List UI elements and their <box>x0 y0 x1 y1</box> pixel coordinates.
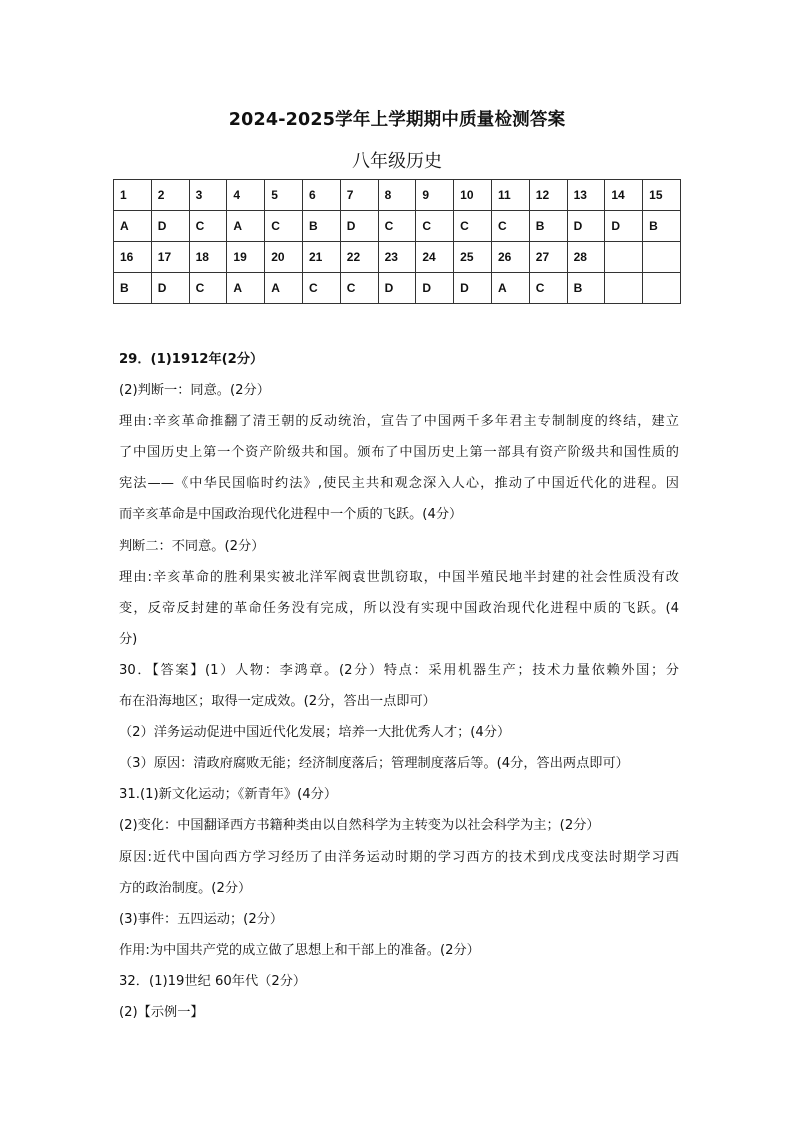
table-cell: D <box>151 211 189 242</box>
table-cell: 27 <box>529 242 567 273</box>
table-cell: D <box>378 273 416 304</box>
page-subtitle: 八年级历史 <box>352 151 442 172</box>
table-cell: 3 <box>189 180 227 211</box>
text-line: 理由:辛亥革命推翻了清王朝的反动统治，宣告了中国两千多年君主专制制度的终结，建立 <box>119 414 679 430</box>
text-line: 了中国历史上第一个资产阶级共和国。颁布了中国历史上第一部具有资产阶级共和国性质的 <box>119 445 679 461</box>
table-cell: 12 <box>529 180 567 211</box>
text-line: (2)判断一：同意。(2分） <box>119 383 270 399</box>
table-cell: 2 <box>151 180 189 211</box>
table-cell: 16 <box>114 242 152 273</box>
table-cell: 13 <box>567 180 605 211</box>
table-cell: 9 <box>416 180 454 211</box>
table-cell: A <box>265 273 303 304</box>
table-row-answers <box>114 211 681 242</box>
text-line: 理由:辛亥革命的胜利果实被北洋军阀袁世凯窃取，中国半殖民地半封建的社会性质没有改 <box>119 569 679 585</box>
text-line: 变，反帝反封建的革命任务没有完成，所以没有实现中国政治现代化进程中质的飞跃。(4 <box>119 600 679 616</box>
table-cell: C <box>189 273 227 304</box>
table-cell: D <box>605 211 643 242</box>
text-line: 分) <box>119 631 138 647</box>
text-line: 30．【答案】(1）人物：李鸿章。(2分）特点：采用机器生产；技术力量依赖外国；分 <box>119 662 679 678</box>
text-line: 29．(1)1912年(2分） <box>119 352 264 367</box>
table-cell: 5 <box>265 180 303 211</box>
table-row-question-numbers <box>114 180 681 211</box>
table-cell: 7 <box>340 180 378 211</box>
text-line: (2)变化：中国翻译西方书籍种类由以自然科学为主转变为以社会科学为主；(2分） <box>119 818 600 834</box>
table-cell: 14 <box>605 180 643 211</box>
table-cell: 1 <box>114 180 152 211</box>
table-cell: 15 <box>643 180 681 211</box>
table-cell: A <box>491 273 529 304</box>
table-cell: C <box>454 211 492 242</box>
table-cell <box>605 242 643 273</box>
table-cell: C <box>416 211 454 242</box>
text-line: （3）原因：清政府腐败无能；经济制度落后；管理制度落后等。(4分，答出两点即可） <box>119 756 629 772</box>
table-cell: 28 <box>567 242 605 273</box>
table-cell: D <box>416 273 454 304</box>
text-line: 而辛亥革命是中国政治现代化进程中一个质的飞跃。(4分） <box>119 507 463 523</box>
table-cell: C <box>529 273 567 304</box>
table-cell: 19 <box>227 242 265 273</box>
table-cell: 24 <box>416 242 454 273</box>
table-cell: 18 <box>189 242 227 273</box>
table-cell: 8 <box>378 180 416 211</box>
table-cell: 22 <box>340 242 378 273</box>
table-cell: C <box>265 211 303 242</box>
table-cell: 25 <box>454 242 492 273</box>
table-cell: B <box>529 211 567 242</box>
table-cell: D <box>151 273 189 304</box>
table-cell: C <box>340 273 378 304</box>
table-cell: A <box>227 211 265 242</box>
text-line: 方的政治制度。(2分） <box>119 880 252 896</box>
table-cell: 21 <box>302 242 340 273</box>
text-line: 32．(1)19世纪 60年代（2分） <box>119 973 307 989</box>
text-line: (3)事件：五四运动；(2分） <box>119 911 284 927</box>
text-line: 判断二：不同意。(2分） <box>119 538 265 554</box>
table-cell <box>605 273 643 304</box>
table-cell: B <box>302 211 340 242</box>
answer-explanations <box>119 344 679 1028</box>
table-cell: 4 <box>227 180 265 211</box>
text-line: (2)【示例一】 <box>119 1004 204 1020</box>
table-cell: C <box>491 211 529 242</box>
table-cell: 23 <box>378 242 416 273</box>
table-cell: B <box>643 211 681 242</box>
text-line: 原因:近代中国向西方学习经历了由洋务运动时期的学习西方的技术到戊戌变法时期学习西 <box>119 849 679 865</box>
answer-table <box>113 179 681 304</box>
table-cell: 20 <box>265 242 303 273</box>
table-cell: B <box>567 273 605 304</box>
table-cell: 11 <box>491 180 529 211</box>
table-cell <box>643 242 681 273</box>
table-cell: 26 <box>491 242 529 273</box>
table-cell: 17 <box>151 242 189 273</box>
page-title: 2024-2025学年上学期期中质量检测答案 <box>228 110 566 130</box>
text-line: 宪法——《中华民国临时约法》,使民主共和观念深入人心，推动了中国近代化的进程。因 <box>119 476 679 492</box>
text-line: 31.(1)新文化运动；《新青年》(4分） <box>119 787 338 803</box>
table-cell: A <box>114 211 152 242</box>
table-row-question-numbers <box>114 242 681 273</box>
table-row-answers <box>114 273 681 304</box>
text-line: 布在沿海地区；取得一定成效。(2分，答出一点即可） <box>119 694 436 710</box>
table-cell: C <box>189 211 227 242</box>
table-cell: 10 <box>454 180 492 211</box>
table-cell: D <box>454 273 492 304</box>
table-cell: D <box>340 211 378 242</box>
text-line: （2）洋务运动促进中国近代化发展；培养一大批优秀人才；(4分） <box>119 725 511 741</box>
table-cell: D <box>567 211 605 242</box>
table-cell <box>643 273 681 304</box>
table-cell: C <box>378 211 416 242</box>
text-line: 作用:为中国共产党的成立做了思想上和干部上的准备。(2分） <box>119 942 480 958</box>
table-cell: 6 <box>302 180 340 211</box>
table-cell: A <box>227 273 265 304</box>
table-cell: C <box>302 273 340 304</box>
table-cell: B <box>114 273 152 304</box>
